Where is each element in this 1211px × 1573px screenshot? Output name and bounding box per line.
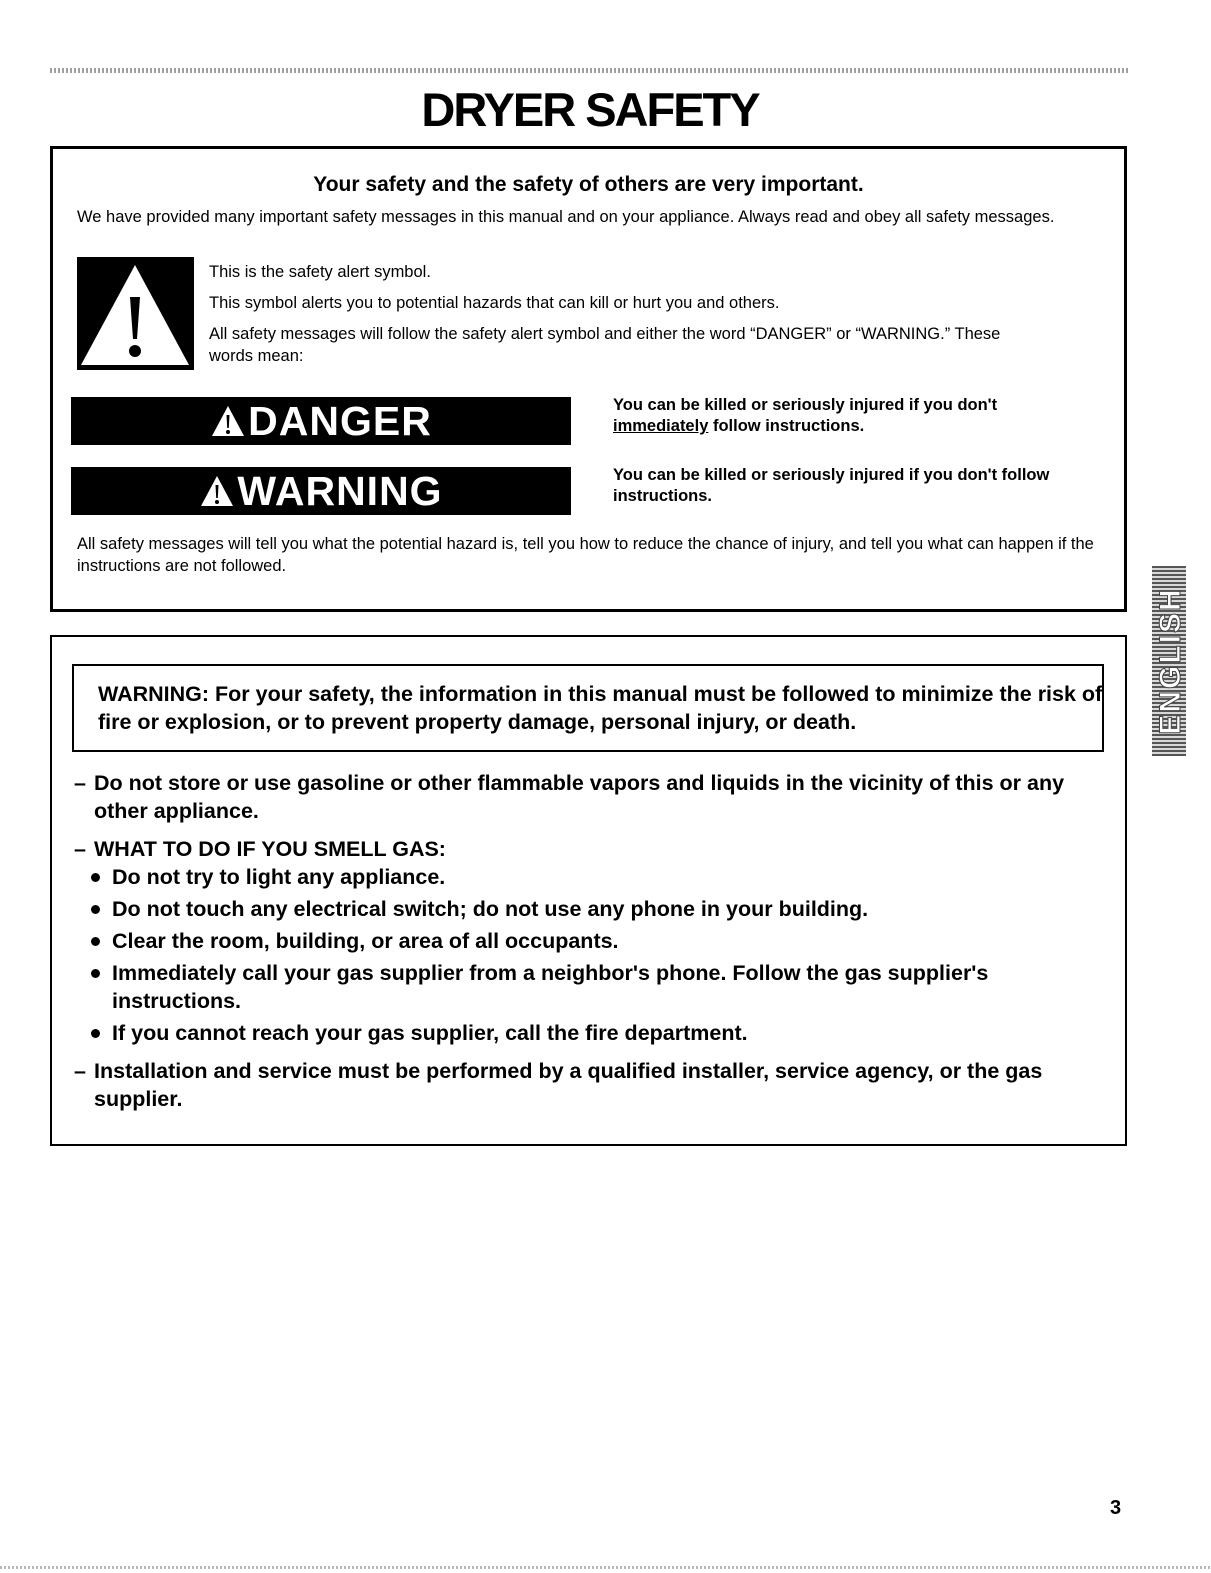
bullet-dot-icon [91, 937, 100, 946]
list-item-text: WHAT TO DO IF YOU SMELL GAS: [94, 837, 446, 861]
alert-symbol-explanation [209, 261, 1029, 376]
language-side-tab [1152, 566, 1186, 756]
list-item [74, 835, 1114, 863]
gas-warning-text: WARNING: For your safety, the information in this manual must be followed to minimize the risk of fire or explosion, or to prevent property damage, personal injury, or death. [98, 682, 1103, 734]
bullet-item [74, 1019, 1114, 1047]
list-item-text: Do not store or use gasoline or other flammable vapors and liquids in the vicinity of this or any other appliance. [94, 771, 1065, 823]
top-rule [50, 68, 1128, 73]
alert-line: All safety messages will follow the safety alert symbol and either the word “DANGER” or “WARNING.” These words mean: [209, 325, 1001, 365]
danger-label: DANGER [248, 397, 432, 444]
gas-safety-box [50, 635, 1127, 1146]
warning-label: WARNING [237, 467, 443, 514]
safety-alert-triangle-icon [77, 257, 194, 370]
danger-description [613, 395, 1113, 437]
bottom-rule [0, 1566, 1211, 1569]
danger-signal-bar [71, 397, 571, 445]
safety-message-box [50, 146, 1127, 612]
list-item [74, 769, 1114, 825]
dash-marker: – [74, 771, 86, 795]
bullet-dot-icon [91, 873, 100, 882]
warning-alert-icon [199, 474, 235, 508]
danger-desc-part2: follow instructions. [712, 417, 865, 435]
bullet-dot-icon [91, 905, 100, 914]
danger-desc-part1: You can be killed or seriously injured if you don't [613, 396, 998, 414]
bullet-text: If you cannot reach your gas supplier, call the fire department. [112, 1021, 748, 1045]
page-number: 3 [1110, 1497, 1122, 1519]
bullet-dot-icon [91, 969, 100, 978]
dash-marker: – [74, 1059, 86, 1083]
list-item-text: Installation and service must be performed by a qualified installer, service agency, or the gas supplier. [94, 1059, 1043, 1111]
bullet-item [74, 959, 1114, 1015]
language-tab-label: ENGLISH [1154, 587, 1187, 735]
danger-alert-icon [210, 404, 246, 438]
gas-warning-box [72, 664, 1104, 752]
safety-headline: Your safety and the safety of others are very important. [313, 173, 864, 196]
warning-signal-bar [71, 467, 571, 515]
alert-line: This symbol alerts you to potential hazards that can kill or hurt you and others. [209, 294, 780, 312]
danger-desc-underlined: immediately [613, 417, 709, 435]
bullet-item [74, 927, 1114, 955]
bullet-text: Do not touch any electrical switch; do not use any phone in your building. [112, 897, 869, 921]
page-title: DRYER SAFETY [421, 83, 759, 136]
safety-intro: We have provided many important safety messages in this manual and on your appliance. Always read and obey all safety messages. [77, 208, 1055, 226]
list-item [74, 1057, 1114, 1113]
bullet-text: Clear the room, building, or area of all occupants. [112, 929, 619, 953]
warning-description: You can be killed or seriously injured if you don't follow instructions. [613, 466, 1050, 505]
bullet-dot-icon [91, 1029, 100, 1038]
bullet-text: Immediately call your gas supplier from a neighbor's phone. Follow the gas supplier's instructions. [112, 961, 989, 1013]
gas-instructions-list [74, 769, 1114, 1113]
bullet-text: Do not try to light any appliance. [112, 865, 446, 889]
bullet-item [74, 895, 1114, 923]
safety-outro: All safety messages will tell you what the potential hazard is, tell you how to reduce the chance of injury, and tell you what can happen if the instructions are not followed. [77, 535, 1094, 575]
bullet-item [74, 863, 1114, 891]
dash-marker: – [74, 837, 86, 861]
alert-line: This is the safety alert symbol. [209, 263, 431, 281]
